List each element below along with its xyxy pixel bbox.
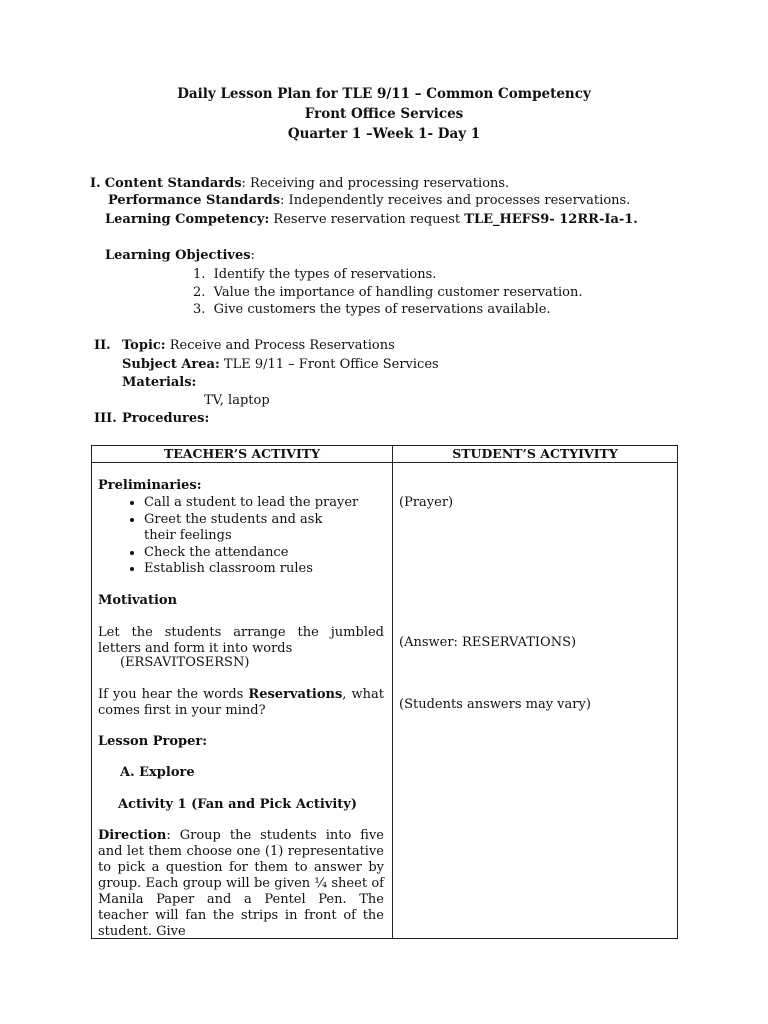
objective-number: 2. [193,285,206,300]
topic-value: Receive and Process Reservations [165,338,395,353]
objective-text: Identify the types of reservations. [213,267,437,282]
objective-number: 3. [193,302,206,317]
materials-value: TV, laptop [204,393,270,408]
learning-objectives-heading [105,248,255,263]
preliminaries-label: Preliminaries: [98,478,202,493]
list-item: • Greet the students and ask their feelings [144,512,384,545]
objective-item [193,267,436,282]
question-text [98,687,384,719]
performance-standards-label: Performance Standards [108,193,281,208]
header-subject: Front Office Services [304,106,464,122]
subject-area-label: Subject Area: [122,357,220,372]
student-prayer: (Prayer) [399,495,454,510]
objective-item [193,302,551,317]
student-activity-cell [393,463,678,939]
jumbled-word: (ERSAVITOSERSN) [120,655,250,670]
section3-numeral: III. [94,411,117,426]
teacher-activity-header: TEACHER’S ACTIVITY [92,446,393,463]
preliminaries-list [98,495,384,578]
learning-competency-value: Reserve reservation request [269,212,465,227]
section2-numeral: II. [94,338,111,353]
question-pre: If you hear the words [98,687,249,702]
subject-area-value: TLE 9/11 – Front Office Services [219,357,439,372]
topic-label: Topic: [122,338,166,353]
list-item: • Establish classroom rules [144,561,384,578]
table-header-row [92,446,678,463]
direction-body: : Group the students into five and let them choose one (1) representative to pick a question for them to answer by group. Each group will be given ¼ sheet of Manila Paper and a Pentel Pen. The teacher will fan the strips in front of the student. Give [98,828,384,938]
table-row [92,463,678,939]
document-header [0,84,768,144]
learning-objectives-label: Learning Objectives [105,248,251,263]
procedures-table [91,445,678,939]
direction-text [98,828,384,938]
activity-label: Activity 1 (Fan and Pick Activity) [118,797,357,812]
lesson-proper-label: Lesson Proper: [98,734,208,749]
motivation-text: Let the students arrange the jumbled letters and form it into words [98,625,384,656]
student-answer: (Answer: RESERVATIONS) [399,635,577,650]
learning-competency-code: TLE_HEFS9- 12RR-Ia-1. [464,212,638,227]
procedures-label: Procedures: [122,411,210,426]
learning-competency-label: Learning Competency: [105,212,270,227]
objective-text: Give customers the types of reservations available. [213,302,551,317]
content-standards-value: : Receiving and processing reservations. [241,176,510,191]
list-item: • Check the attendance [144,545,384,562]
list-item: • Call a student to lead the prayer [144,495,384,512]
learning-objectives-colon: : [250,248,255,263]
explore-label: A. Explore [120,765,195,780]
objective-text: Value the importance of handling customer reservation. [213,285,583,300]
header-title: Daily Lesson Plan for TLE 9/11 – Common Competency [177,86,591,102]
header-quarter: Quarter 1 –Week 1- Day 1 [287,126,481,142]
subject-area-line [122,357,439,372]
performance-standards-value: : Independently receives and processes reservations. [280,193,631,208]
question-bold: Reservations [248,687,343,702]
performance-standards-line [108,193,630,208]
topic-line [122,338,395,353]
question-post: , what comes first in your mind? [98,687,384,718]
section1-numeral: I. [90,176,101,191]
direction-label: Direction [98,828,167,843]
student-answers-vary: (Students answers may vary) [399,697,591,712]
content-standards-label: Content Standards [104,176,242,191]
teacher-activity-cell [92,463,393,939]
motivation-label: Motivation [98,593,178,608]
objective-number: 1. [193,267,206,282]
materials-label: Materials: [122,375,197,390]
content-standards-line [90,176,509,191]
learning-competency-line [105,212,638,227]
student-activity-header: STUDENT’S ACTYIVITY [393,446,678,463]
objective-item [193,285,582,300]
